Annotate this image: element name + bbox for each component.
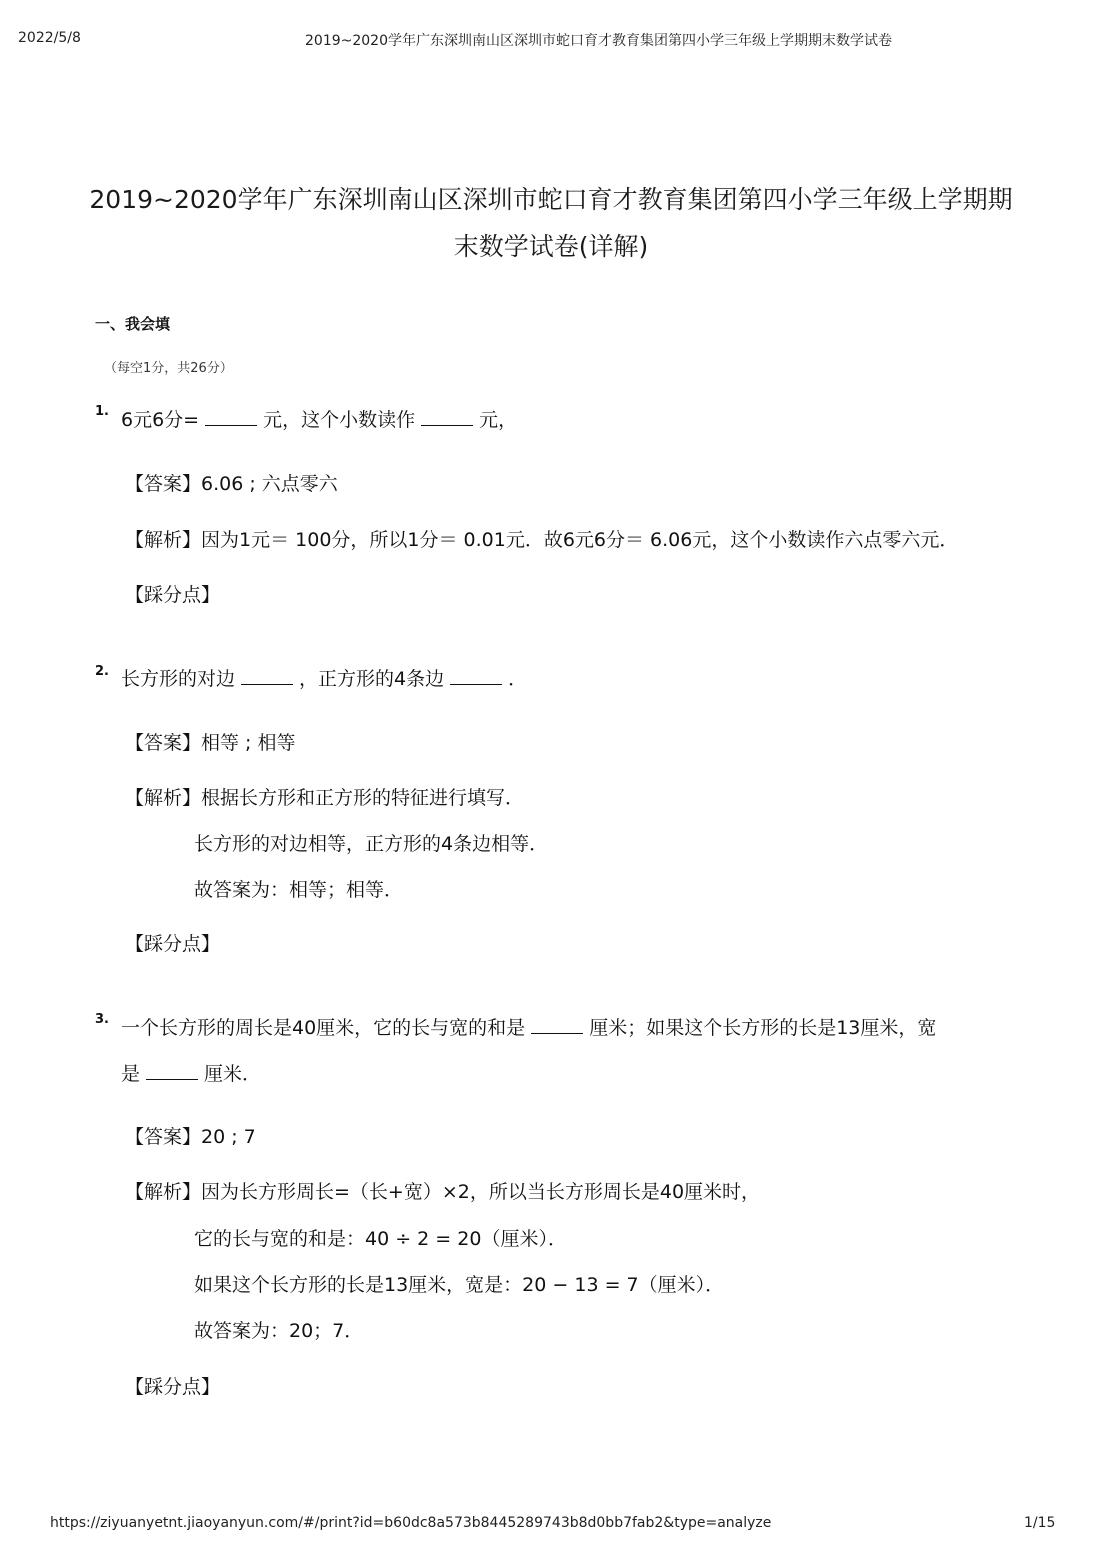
section-heading: 一、我会填 — [95, 315, 171, 333]
question-number: 2. — [95, 664, 109, 679]
answer-label: 【答案】 — [125, 1126, 202, 1148]
analysis-text: 根据长方形和正方形的特征进行填写． — [201, 787, 525, 809]
answer-row — [125, 728, 296, 755]
analysis-text: 故答案为：相等；相等． — [194, 879, 404, 901]
answer-row — [125, 469, 338, 496]
question-2-text — [121, 664, 527, 691]
question-text-part: ． — [508, 668, 528, 690]
page-title-line2: 末数学试卷(详解) — [453, 232, 649, 261]
answer-value: 6.06 ; 六点零六 — [201, 473, 338, 495]
question-text-part: 6元6分= — [121, 409, 200, 431]
question-number: 1. — [95, 404, 109, 419]
print-date: 2022/5/8 — [18, 30, 81, 46]
answer-blank — [421, 423, 473, 426]
question-text-part: 元，这个小数读作 — [263, 409, 416, 431]
analysis-label: 【解析】 — [125, 529, 202, 551]
analysis-row — [125, 525, 958, 552]
page-title-line1: 2019~2020学年广东深圳南山区深圳市蛇口育才教育集团第四小学三年级上学期期 — [89, 185, 1013, 214]
print-header-title: 2019~2020学年广东深圳南山区深圳市蛇口育才教育集团第四小学三年级上学期期末数学试卷 — [305, 33, 892, 49]
analysis-text: 如果这个长方形的长是13厘米，宽是：20 − 13 = 7（厘米）． — [194, 1274, 725, 1296]
question-number: 3. — [95, 1012, 109, 1027]
question-text-part: 长方形的对边 — [121, 668, 236, 690]
answer-label: 【答案】 — [125, 732, 202, 754]
question-text-part: ，正方形的4条边 — [299, 668, 445, 690]
scoring-points-label: 【踩分点】 — [125, 933, 221, 955]
answer-blank — [205, 423, 257, 426]
answer-value: 20 ; 7 — [201, 1126, 256, 1148]
scoring-points-label: 【踩分点】 — [125, 1376, 221, 1398]
answer-blank — [146, 1077, 198, 1080]
scoring-points-label: 【踩分点】 — [125, 584, 221, 606]
page-number: 1/15 — [1024, 1515, 1056, 1531]
analysis-text: 长方形的对边相等，正方形的4条边相等． — [194, 833, 549, 855]
answer-label: 【答案】 — [125, 473, 202, 495]
question-text-part: 是 — [121, 1063, 141, 1085]
question-3-text-cont — [121, 1059, 261, 1086]
footer-url: https://ziyuanyetnt.jiaoyanyun.com/#/print?id=b60dc8a573b8445289743b8d0bb7fab2&type=analyze — [50, 1515, 772, 1531]
analysis-text: 因为1元＝ 100分，所以1分＝ 0.01元．故6元6分＝ 6.06元，这个小数读作六点零六元． — [201, 529, 959, 551]
question-text-part: 厘米；如果这个长方形的长是13厘米，宽 — [589, 1017, 937, 1039]
question-1-text — [121, 405, 517, 432]
question-text-part: 元， — [479, 409, 518, 431]
analysis-label: 【解析】 — [125, 787, 202, 809]
analysis-text: 故答案为：20；7． — [194, 1320, 364, 1342]
analysis-text: 因为长方形周长=（长+宽）×2，所以当长方形周长是40厘米时， — [201, 1181, 761, 1203]
analysis-row — [125, 783, 524, 810]
analysis-text: 它的长与宽的和是：40 ÷ 2 = 20（厘米）． — [194, 1228, 567, 1250]
answer-blank — [531, 1031, 583, 1034]
answer-blank — [450, 682, 502, 685]
answer-value: 相等 ; 相等 — [201, 732, 296, 754]
analysis-label: 【解析】 — [125, 1181, 202, 1203]
analysis-row — [125, 1177, 760, 1204]
answer-blank — [241, 682, 293, 685]
question-text-part: 一个长方形的周长是40厘米，它的长与宽的和是 — [121, 1017, 526, 1039]
answer-row — [125, 1122, 256, 1149]
question-text-part: 厘米． — [204, 1063, 262, 1085]
question-3-text — [121, 1013, 936, 1040]
section-note: （每空1分，共26分） — [104, 361, 233, 376]
